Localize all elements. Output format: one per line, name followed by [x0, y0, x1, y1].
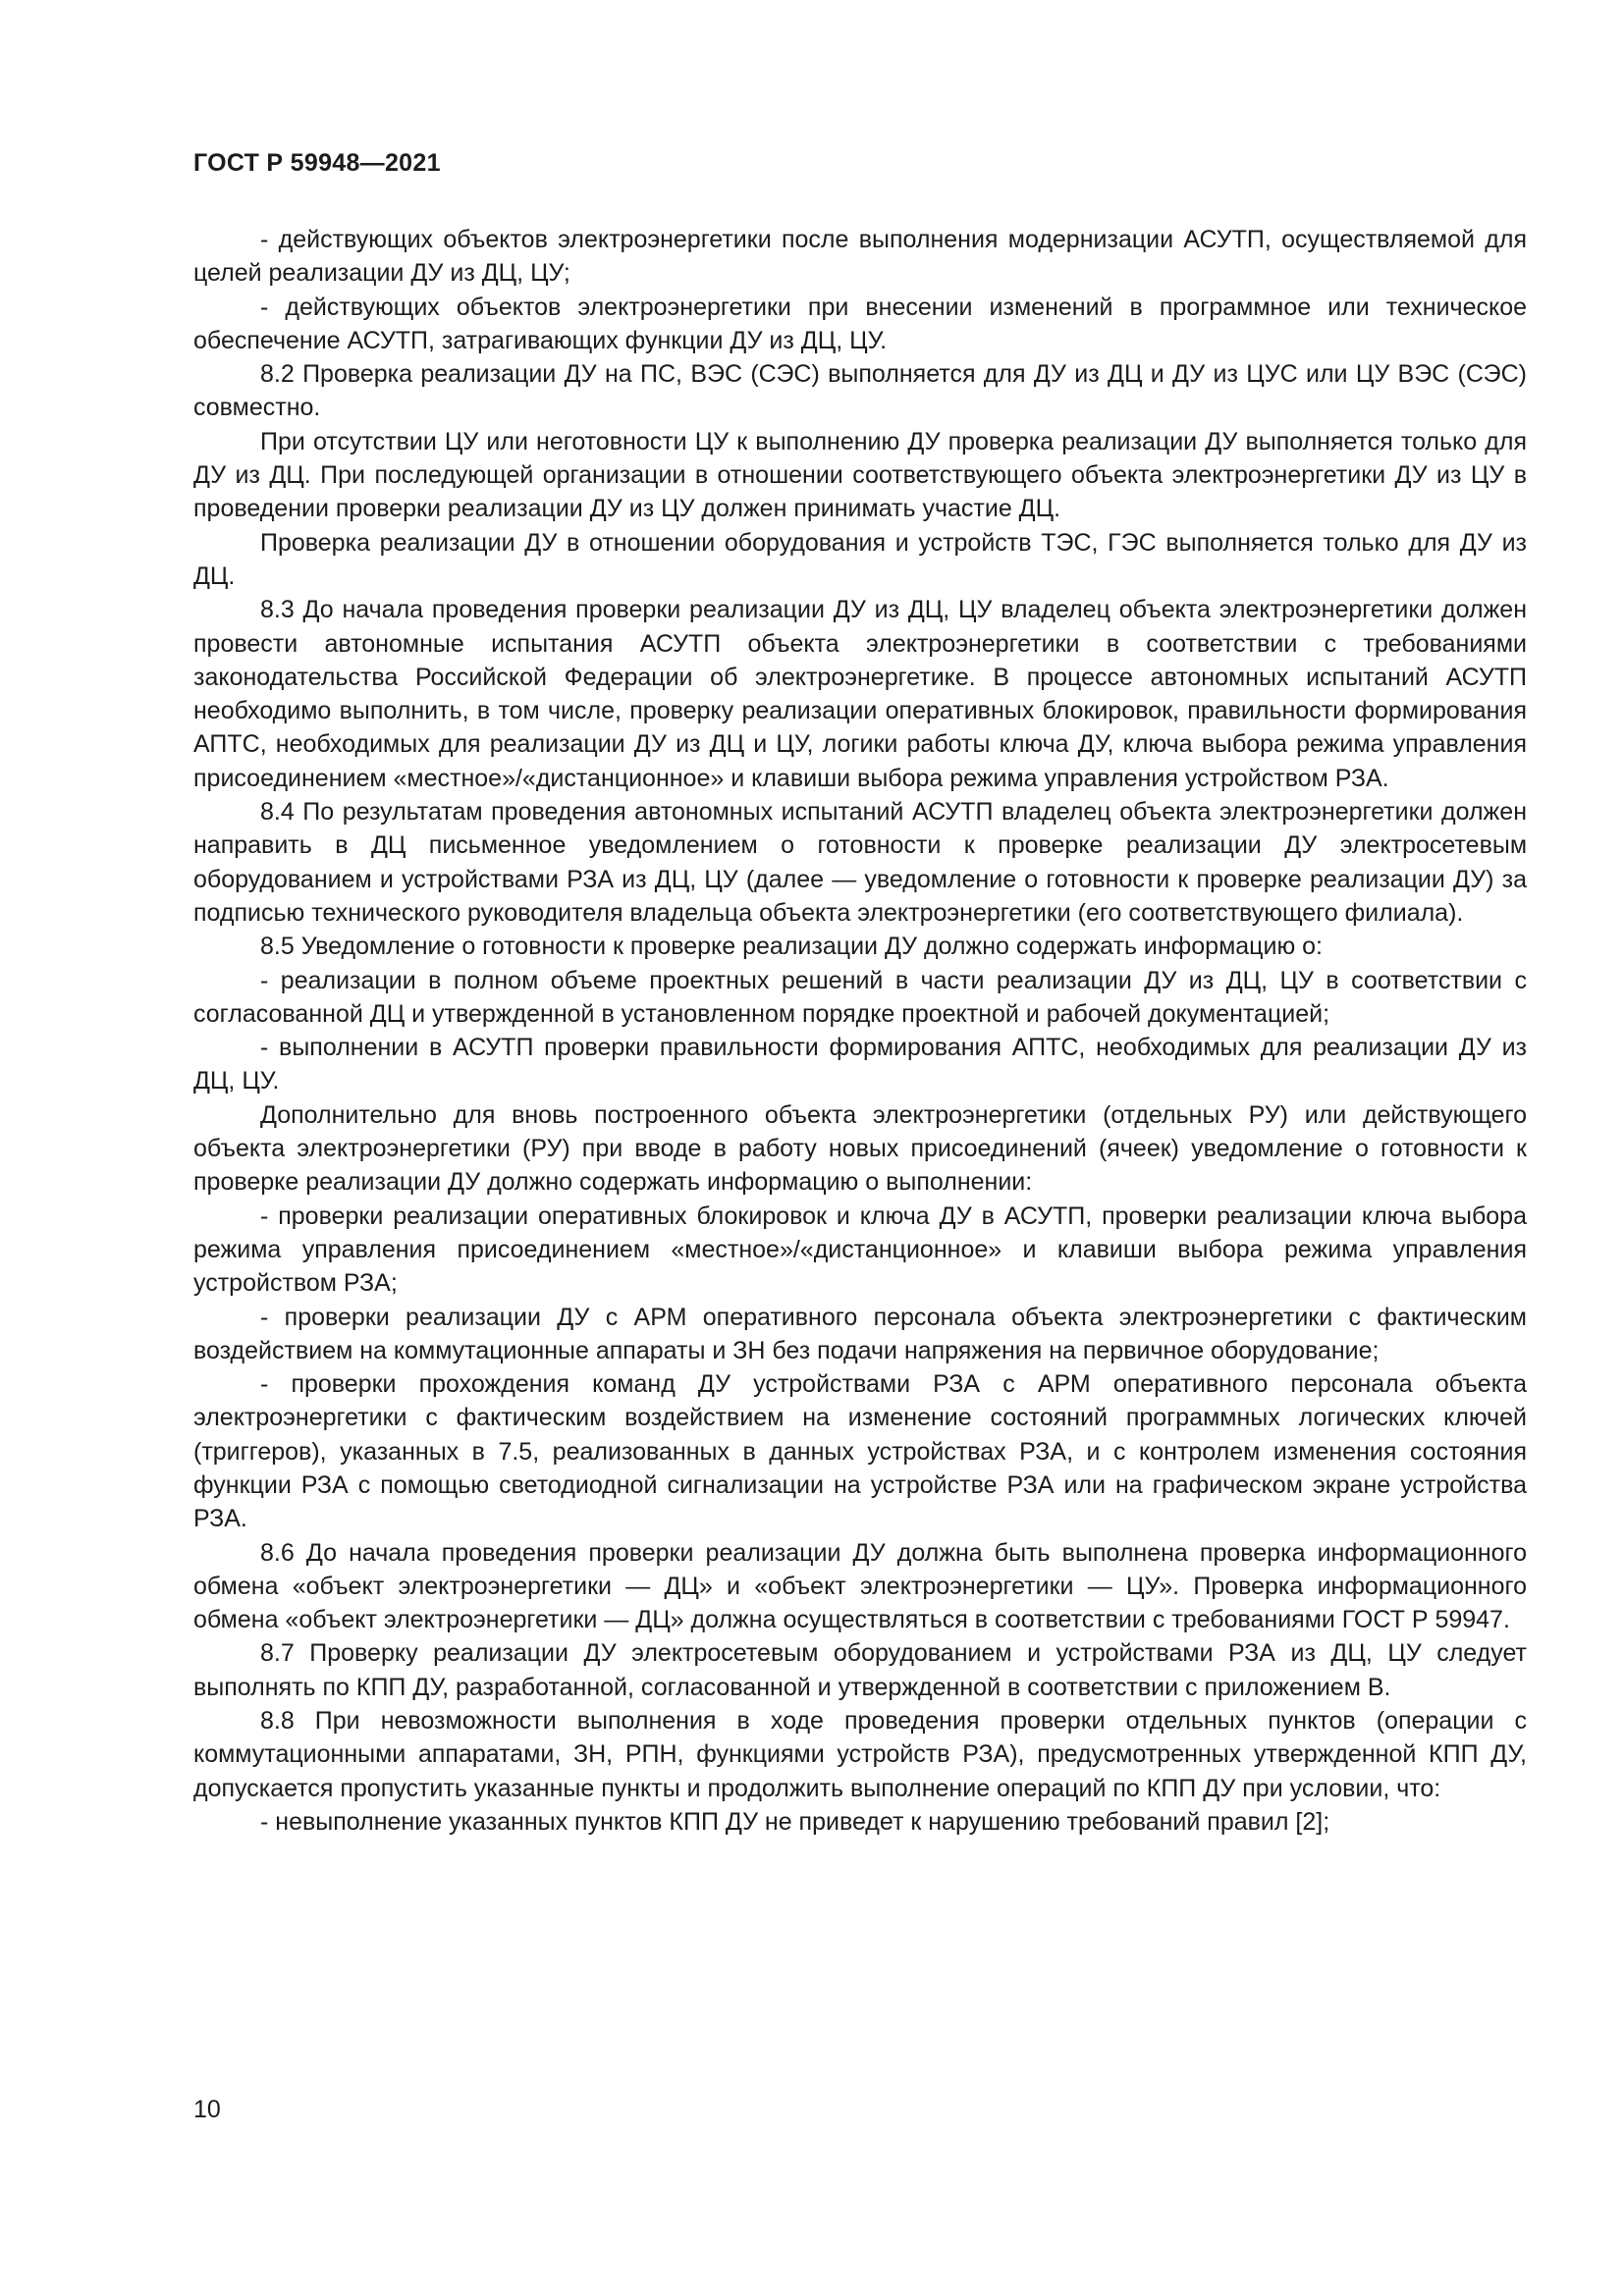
paragraph-tes-ges-check: Проверка реализации ДУ в отношении оборудования и устройств ТЭС, ГЭС выполняется только для ДУ из ДЦ.	[193, 528, 1527, 590]
paragraph-full-implementation: - реализации в полном объеме проектных решений в части реализации ДУ из ДЦ, ЦУ в соответствии с согласованной ДЦ и утвержденной в установленном порядке проектной и рабочей документацией;	[193, 966, 1527, 1028]
paragraph-rza-commands-check: - проверки прохождения команд ДУ устройствами РЗА с АРМ оперативного персонала объекта электроэнергетики с фактическим воздействием на изменение состояний программных логических ключей (триггеров), указанных в 7.5, реализованных в данных устройствах РЗА, и с контролем изменения состояния функции РЗА с помощью светодиодной сигнализации на устройстве РЗА или на графическом экране устройства РЗА.	[193, 1370, 1527, 1533]
paragraph-interlock-check: - проверки реализации оперативных блокировок и ключа ДУ в АСУТП, проверки реализации ключа выбора режима управления присоединением «местное»/«дистанционное» и клавиши выбора режима управления устройством РЗА;	[193, 1201, 1527, 1298]
paragraph-existing-objects-modernization: - действующих объектов электроэнергетики после выполнения модернизации АСУТП, осуществляемой для целей реализации ДУ из ДЦ, ЦУ;	[193, 226, 1527, 288]
paragraph-rules-compliance: - невыполнение указанных пунктов КПП ДУ не приведет к нарушению требований правил [2];	[260, 1807, 1330, 1836]
document-header: ГОСТ Р 59948—2021	[193, 149, 441, 177]
paragraph-clause-8-2: 8.2 Проверка реализации ДУ на ПС, ВЭС (СЭС) выполняется для ДУ из ДЦ и ДУ из ЦУС или ЦУ ВЭС (СЭС) совместно.	[193, 360, 1527, 422]
paragraph-absence-of-cu: При отсутствии ЦУ или неготовности ЦУ к выполнению ДУ проверка реализации ДУ выполняется только для ДУ из ДЦ. При последующей организации в отношении соответствующего объекта электроэнергетики ДУ из ЦУ в проведении проверки реализации ДУ из ЦУ должен принимать участие ДЦ.	[193, 427, 1527, 523]
paragraph-arm-switching-check: - проверки реализации ДУ с АРМ оперативного персонала объекта электроэнергетики с фактическим воздействием на коммутационные аппараты и ЗН без подачи напряжения на первичное оборудование;	[193, 1303, 1527, 1364]
paragraph-clause-8-3: 8.3 До начала проведения проверки реализации ДУ из ДЦ, ЦУ владелец объекта электроэнергетики должен провести автономные испытания АСУТП объекта электроэнергетики в соответствии с требованиями законодательства Российской Федерации об электроэнергетике. В процессе автономных испытаний АСУТП необходимо выполнить, в том числе, проверку реализации оперативных блокировок, правильности формирования АПТС, необходимых для реализации ДУ из ДЦ и ЦУ, логики работы ключа ДУ, ключа выбора режима управления присоединением «местное»/«дистанционное» и клавиши выбора режима управления устройством РЗА.	[193, 596, 1527, 792]
paragraph-aptc-check: - выполнении в АСУТП проверки правильности формирования АПТС, необходимых для реализации ДУ из ДЦ, ЦУ.	[193, 1034, 1527, 1095]
paragraph-clause-8-4: 8.4 По результатам проведения автономных испытаний АСУТП владелец объекта электроэнергетики должен направить в ДЦ письменное уведомлением о готовности к проверке реализации ДУ электросетевым оборудованием и устройствами РЗА из ДЦ, ЦУ (далее — уведомление о готовности к проверке реализации ДУ) за подписью технического руководителя владельца объекта электроэнергетики (его соответствующего филиала).	[193, 798, 1527, 927]
paragraph-existing-objects-software-changes: - действующих объектов электроэнергетики при внесении изменений в программное или техническое обеспечение АСУТП, затрагивающих функции ДУ из ДЦ, ЦУ.	[193, 293, 1527, 354]
paragraph-additional-info: Дополнительно для вновь построенного объекта электроэнергетики (отдельных РУ) или действующего объекта электроэнергетики (РУ) при вводе в работу новых присоединений (ячеек) уведомление о готовности к проверке реализации ДУ должно содержать информацию о выполнении:	[193, 1100, 1527, 1197]
page-number: 10	[193, 2096, 221, 2123]
paragraph-clause-8-5: 8.5 Уведомление о готовности к проверке реализации ДУ должно содержать информацию о:	[260, 933, 1323, 961]
document-body	[193, 223, 1527, 1839]
paragraph-clause-8-7: 8.7 Проверку реализации ДУ электросетевым оборудованием и устройствами РЗА из ДЦ, ЦУ следует выполнять по КПП ДУ, разработанной, согласованной и утвержденной в соответствии с приложением В.	[193, 1639, 1527, 1701]
paragraph-clause-8-8: 8.8 При невозможности выполнения в ходе проведения проверки отдельных пунктов (операции с коммутационными аппаратами, ЗН, РПН, функциями устройств РЗА), предусмотренных утвержденной КПП ДУ, допускается пропустить указанные пункты и продолжить выполнение операций по КПП ДУ при условии, что:	[193, 1707, 1527, 1802]
paragraph-clause-8-6: 8.6 До начала проведения проверки реализации ДУ должна быть выполнена проверка информационного обмена «объект электроэнергетики — ДЦ» и «объект электроэнергетики — ЦУ». Проверка информационного обмена «объект электроэнергетики — ДЦ» должна осуществляться в соответствии с требованиями ГОСТ Р 59947.	[193, 1538, 1527, 1634]
